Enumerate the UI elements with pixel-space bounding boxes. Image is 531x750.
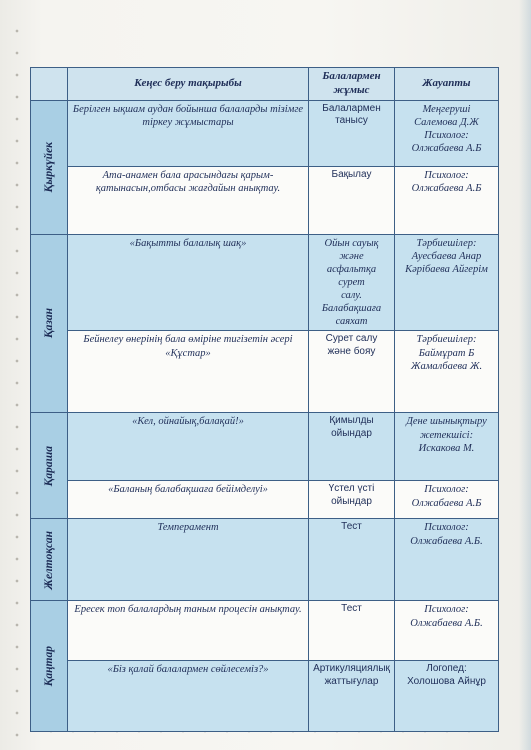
responsible-cell: Психолог: Олжабаева А.Б (395, 166, 499, 234)
topic-cell: «Баланың балабақшаға бейімделуі» (68, 481, 309, 519)
responsible-cell: Логопед: Холошова Айнұр (395, 661, 499, 732)
table-row (31, 413, 499, 481)
consultation-plan-table (30, 67, 499, 732)
header-work-line1: Балалармен (322, 70, 381, 82)
topic-cell: Берілген ықшам аудан бойынша балаларды тізімге тіркеу жұмыстары (68, 100, 309, 166)
header-month-cell (31, 68, 68, 101)
responsible-cell: Меңгеруші Салемова Д.Ж Психолог: Олжабаева А.Б (395, 100, 499, 166)
month-october: Қазан (31, 234, 68, 413)
responsible-cell: Психолог: Олжабаева А.Б (395, 481, 499, 519)
perforation-left (14, 20, 20, 740)
table-row (31, 661, 499, 732)
topic-cell: Темперамент (68, 519, 309, 601)
responsible-cell: Психолог: Олжабаева А.Б. (395, 519, 499, 601)
month-december: Желтоқсан (31, 519, 68, 601)
work-cell: Үстел үсті ойындар (309, 481, 395, 519)
table-row (31, 166, 499, 234)
responsible-cell: Тәрбиешілер: Ауесбаева Анар Кәрібаева Айгерім (395, 234, 499, 331)
work-cell: Ойын сауық және асфальтқа сурет салу. Балабақшаға саяхат (309, 234, 395, 331)
page-edge (519, 0, 531, 750)
topic-cell: «Кел, ойнайық,балақай!» (68, 413, 309, 481)
table-row (31, 601, 499, 661)
table-row (31, 234, 499, 331)
month-january: Қаңтар (31, 601, 68, 732)
header-row (31, 68, 499, 101)
responsible-cell: Дене шынықтыру жетекшісі: Искакова М. (395, 413, 499, 481)
work-cell: Тест (309, 519, 395, 601)
work-cell: Тест (309, 601, 395, 661)
topic-cell: «Бақытты балалық шақ» (68, 234, 309, 331)
table-row (31, 100, 499, 166)
topic-cell: Ата-анамен бала арасындағы қарым-қатынасын,отбасы жағдайын анықтау. (68, 166, 309, 234)
topic-cell: Бейнелеу өнерінің бала өміріне тигізетін әсері «Құстар» (68, 331, 309, 413)
header-responsible: Жауапты (395, 68, 499, 101)
month-november: Қараша (31, 413, 68, 519)
table-row (31, 519, 499, 601)
responsible-cell: Психолог: Олжабаева А.Б. (395, 601, 499, 661)
header-work-line2: жұмыс (333, 83, 370, 96)
responsible-cell: Тәрбиешілер: Баймұрат Б Жамалбаева Ж. (395, 331, 499, 413)
work-cell: Артикуляциялық жаттығулар (309, 661, 395, 732)
month-september: Қыркүйек (31, 100, 68, 234)
table-row (31, 331, 499, 413)
header-topic: Кеңес беру тақырыбы (68, 68, 309, 101)
work-cell: Сурет салу және бояу (309, 331, 395, 413)
work-cell: Балалармен танысу (309, 100, 395, 166)
topic-cell: Ересек топ балалардың таным процесін анықтау. (68, 601, 309, 661)
topic-cell: «Біз қалай балалармен сөйлесеміз?» (68, 661, 309, 732)
work-cell: Қимылды ойындар (309, 413, 395, 481)
table-row (31, 481, 499, 519)
header-work (309, 68, 395, 101)
work-cell: Бақылау (309, 166, 395, 234)
